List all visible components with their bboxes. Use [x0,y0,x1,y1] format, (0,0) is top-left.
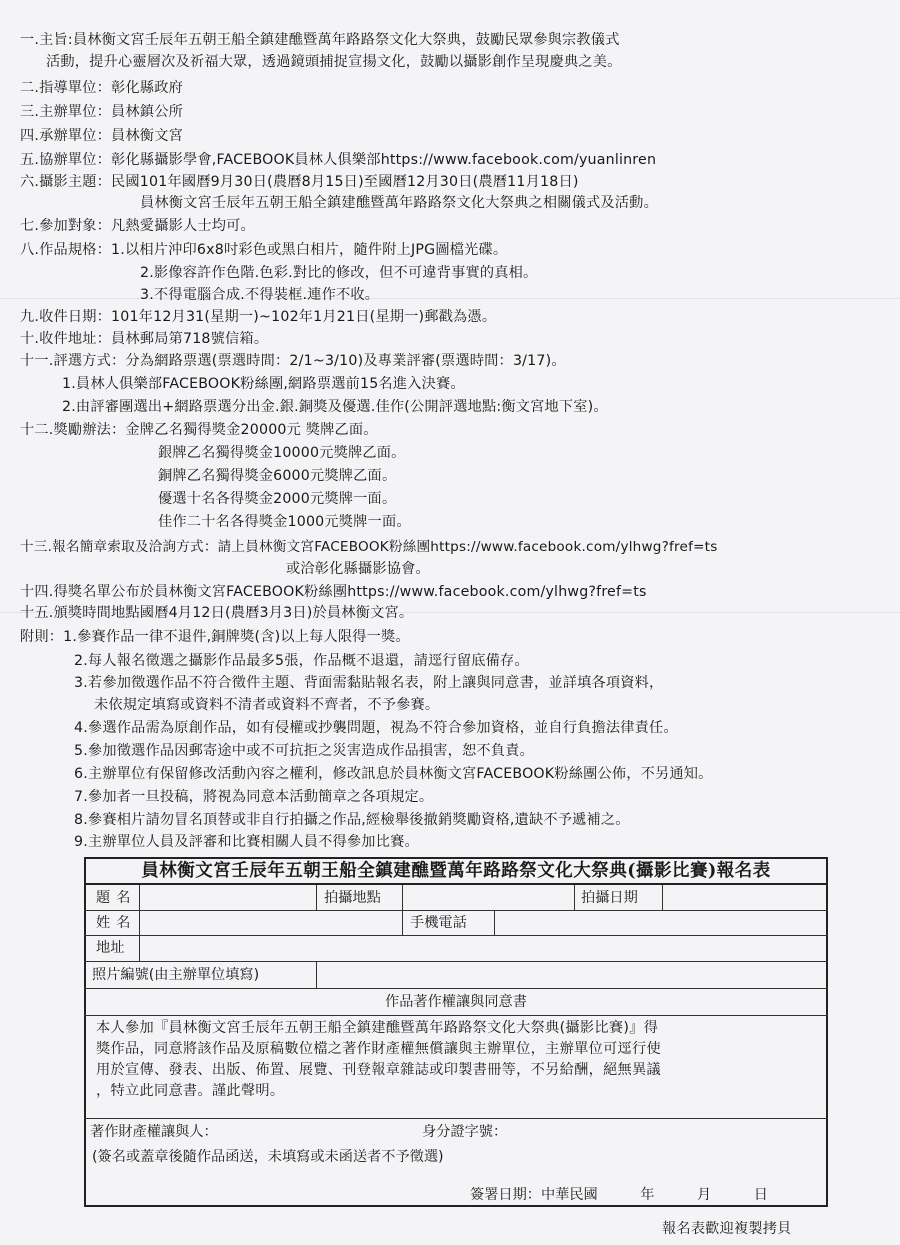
contact-line-2: 或洽彰化縣攝影協會。 [286,561,430,577]
purpose-line-1: 一.主旨:員林衡文宮壬辰年五朝王船全鎮建醮暨萬年路路祭文化大祭典，鼓勵民眾參與宗教儀式 [20,32,620,48]
organizer: 三.主辦單位：員林鎮公所 [20,104,183,120]
theme-line-2: 員林衡文宮壬辰年五朝王船全鎮建醮暨萬年路路祭文化大祭典之相關儀式及活動。 [140,195,658,211]
name-label: 姓名 [96,915,137,931]
contact-line-1: 十三.報名簡章索取及洽詢方式：請上員林衡文宮FACEBOOK粉絲團https://www.facebook.com/ylhwg?fref=ts [20,539,718,555]
consent-text-line-3: 用於宣傳、發表、出版、佈置、展覽、刊登報章雜誌或印製書冊等，不另給酬，絕無異議 [96,1062,662,1078]
spec-line-2: 2.影像容許作色階.色彩.對比的修改，但不可違背事實的真相。 [140,265,538,281]
rule-2: 2.每人報名徵選之攝影作品最多5張，作品概不退還，請逕行留底備存。 [74,653,529,669]
awards-merit: 優選十名各得獎金2000元獎牌一面。 [158,491,397,507]
consent-text-line-1: 本人參加『員林衡文宮壬辰年五朝王船全鎮建醮暨萬年路路祭文化大祭典(攝影比賽)』得 [96,1020,659,1036]
purpose-line-2: 活動，提升心靈層次及祈福大眾，透過鏡頭捕捉宣揚文化，鼓勵以攝影創作呈現慶典之美。 [46,54,622,70]
copy-permission-note: 報名表歡迎複製拷貝 [662,1221,792,1237]
paper-fold [0,298,900,299]
form-col-divider [316,961,317,988]
phone-label: 手機電話 [410,915,467,931]
selection-item-2: 2.由評審團選出+網路票選分出金.銀.銅獎及優選.佳作(公開評選地點:衡文宮地下室)。 [62,399,608,415]
title-label: 題名 [96,890,137,906]
rule-3-line-1: 3.若參加徵選作品不符合徵件主題、背面需黏貼報名表，附上讓與同意書，並詳填各項資料， [74,675,664,691]
rule-4: 4.參選作品需為原創作品，如有侵權或抄襲問題，視為不符合參加資格，並自行負擔法律責任。 [74,720,678,736]
award-ceremony: 十五.頒獎時間地點國曆4月12日(農曆3月3日)於員林衡文宮。 [20,605,414,621]
executor: 四.承辦單位：員林衡文宮 [20,128,183,144]
form-col-divider [139,885,140,961]
form-row-divider [84,1118,828,1119]
spec-line-1: 八.作品規格：1.以相片沖印6x8吋彩色或黑白相片，隨件附上JPG圖檔光碟。 [20,242,508,258]
rule-9: 9.主辦單位人員及評審和比賽相關人員不得參加比賽。 [74,834,419,850]
awards-honorable: 佳作二十名各得獎金1000元獎牌一面。 [158,514,411,530]
form-row-divider [84,910,828,911]
submission-date: 九.收件日期：101年12月31(星期一)~102年1月21日(星期一)郵戳為憑。 [20,309,497,325]
date-label: 拍攝日期 [581,890,638,906]
form-col-divider [402,910,403,935]
awards-silver: 銀牌乙名獨得獎金10000元獎牌乙面。 [158,445,406,461]
location-label: 拍攝地點 [324,890,381,906]
form-col-divider [494,910,495,935]
consent-text-line-2: 獎作品，同意將該作品及原稿數位檔之著作財產權無償讓與主辦單位，主辦單位可逕行使 [96,1041,662,1057]
assignor-label: 著作財產權讓與人： [90,1124,218,1140]
theme-line-1: 六.攝影主題：民國101年國曆9月30日(農曆8月15日)至國曆12月30日(農曆11月18日) [20,174,579,190]
form-title: 員林衡文宮壬辰年五朝王船全鎮建醮暨萬年路路祭文化大祭典(攝影比賽)報名表 [84,857,828,885]
rule-7: 7.參加者一旦投稿，將視為同意本活動簡章之各項規定。 [74,789,434,805]
form-col-divider [574,885,575,910]
signing-date: 簽署日期：中華民國 年 月 日 [470,1187,768,1203]
form-row-divider [84,1015,828,1016]
form-row-divider [84,961,828,962]
consent-text-line-4: ，特立此同意書。謹此聲明。 [96,1083,285,1099]
registration-form [84,857,828,1207]
rule-1: 附則：1.參賽作品一律不退件,銅牌獎(含)以上每人限得一獎。 [20,629,410,645]
form-row-divider [84,935,828,936]
awards-bronze: 銅牌乙名獨得獎金6000元獎牌乙面。 [158,468,397,484]
submission-address: 十.收件地址：員林郵局第718號信箱。 [20,331,269,347]
address-label: 地址 [96,940,125,956]
form-col-divider [662,885,663,910]
rule-3-line-2: 未依規定填寫或資料不清者或資料不齊者，不予參賽。 [94,697,440,713]
eligibility: 七.參加對象：凡熱愛攝影人士均可。 [20,218,255,234]
spec-line-3: 3.不得電腦合成.不得裝框.連作不收。 [140,287,380,303]
photo-number-label: 照片編號(由主辦單位填寫) [92,967,260,983]
rule-5: 5.參加徵選作品因郵寄途中或不可抗拒之災害造成作品損害，恕不負責。 [74,743,534,759]
form-row-divider [84,988,828,989]
winners-announcement: 十四.得獎名單公布於員林衡文宮FACEBOOK粉絲團https://www.facebook.com/ylhwg?fref=ts [20,584,647,600]
rule-8: 8.參賽相片請勿冒名頂替或非自行拍攝之作品,經檢舉後撤銷獎勵資格,遺缺不予遞補之。 [74,812,630,828]
selection-item-1: 1.員林人俱樂部FACEBOOK粉絲團,網路票選前15名進入決賽。 [62,376,465,392]
co-organizer: 五.協辦單位：彰化縣攝影學會,FACEBOOK員林人俱樂部https://www.facebook.com/yuanlinren [20,152,657,168]
selection-method: 十一.評選方式：分為網路票選(票選時間：2/1~3/10)及專業評審(票選時間：3/17)。 [20,353,566,369]
awards-gold: 十二.獎勵辦法：金牌乙名獨得獎金20000元 獎牌乙面。 [20,422,378,438]
id-number-label: 身分證字號： [422,1124,508,1140]
signature-note: (簽名或蓋章後隨作品函送，未填寫或未函送者不予徵選) [92,1149,444,1165]
rule-6: 6.主辦單位有保留修改活動內容之權利，修改訊息於員林衡文宮FACEBOOK粉絲團公佈，不另通知。 [74,766,713,782]
consent-title: 作品著作權讓與同意書 [385,994,527,1010]
form-col-divider [402,885,403,910]
form-col-divider [316,885,317,910]
guidance-unit: 二.指導單位：彰化縣政府 [20,80,183,96]
